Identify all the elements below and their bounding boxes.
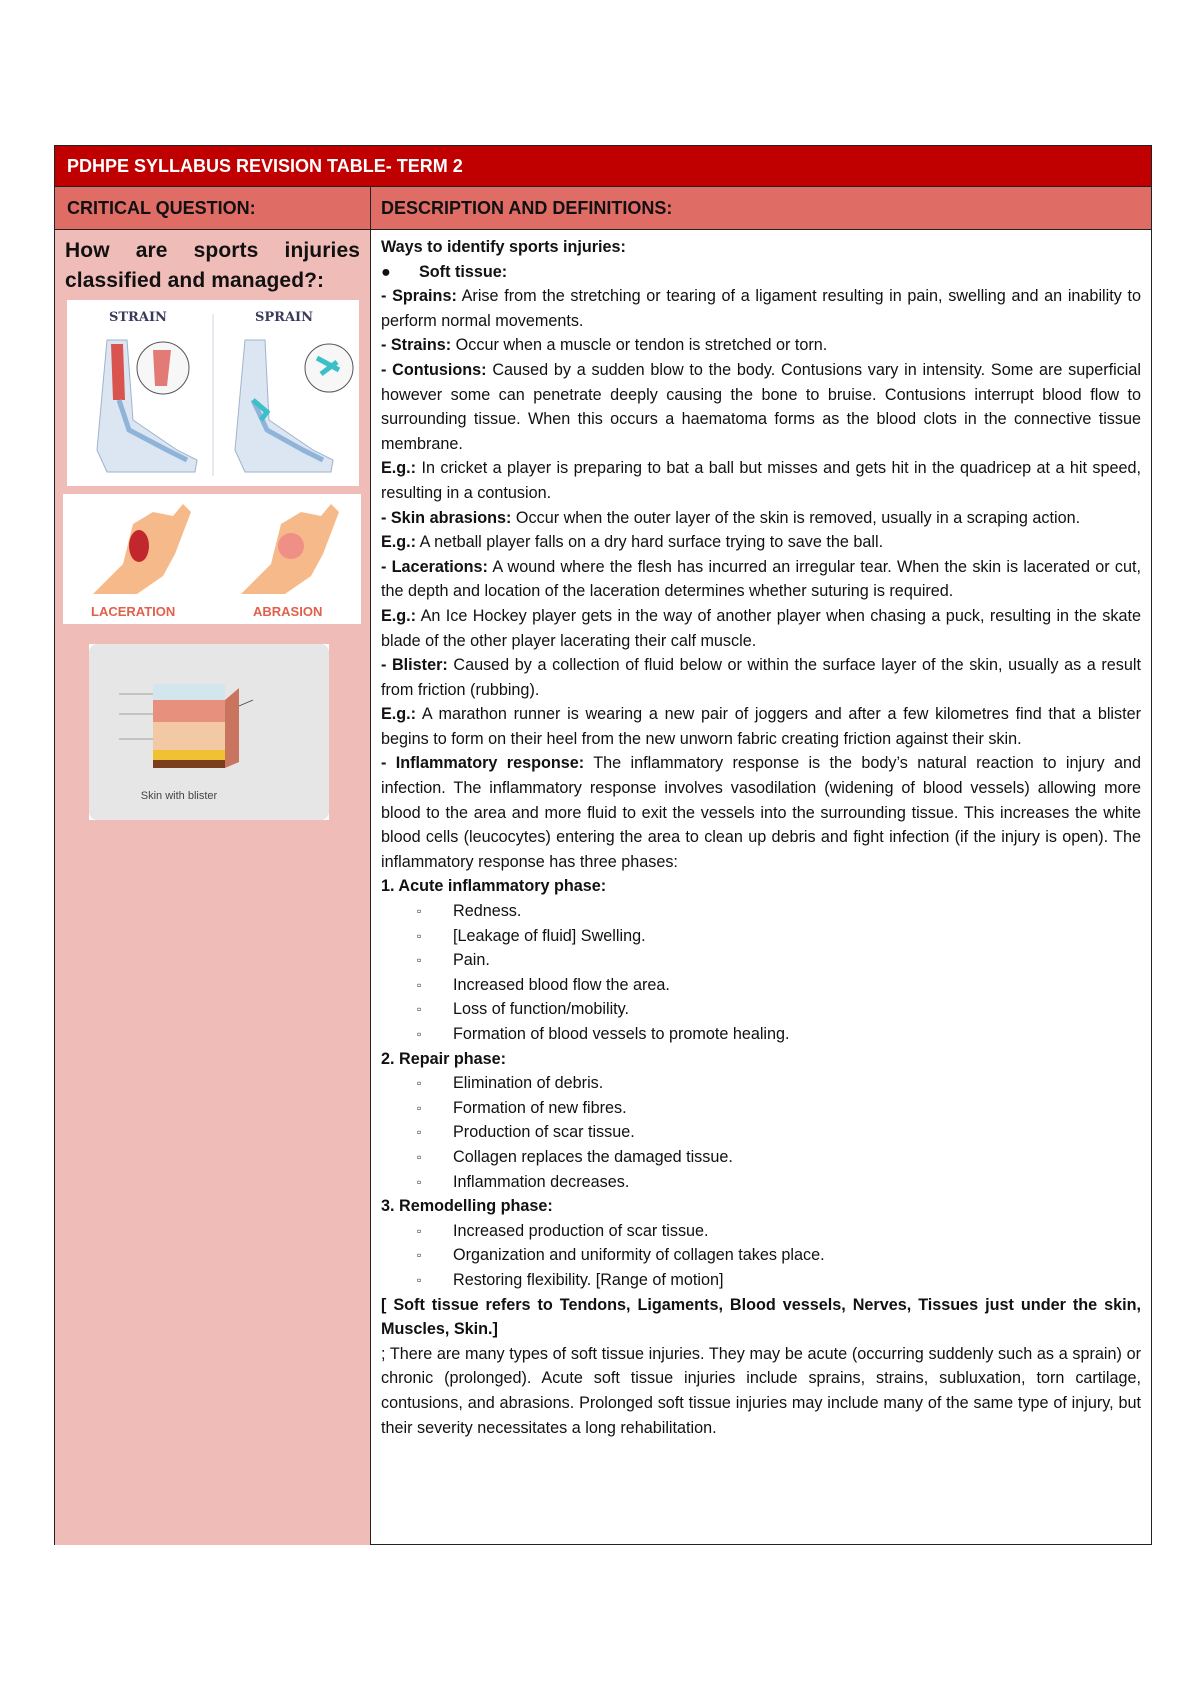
laceration-abrasion-illustration (63, 494, 361, 624)
critical-question-header: CRITICAL QUESTION: (55, 187, 371, 229)
phase2-title: 2. Repair phase: (381, 1049, 507, 1068)
list-item: ▫ Loss of function/mobility. (417, 1000, 630, 1019)
soft-tissue-bullet: ● Soft tissue: (381, 262, 508, 281)
closing-para: ; There are many types of soft tissue injuries. They may be acute (occurring suddenly such as a sprain) or chronic (prolonged). Acute soft tissue injuries include sprains, strains, subluxation, torn cartilage, contusions, and abrasions. Prolonged soft tissue injuries may include many of the same type of injury, but their severity necessitates a long rehabilitation. (381, 1344, 1141, 1437)
critical-question-text: How are sports injuries classified and managed?: (65, 239, 360, 292)
table-body-row (55, 230, 1151, 1545)
description-cell (371, 230, 1151, 1545)
blister-para: - Blister: Caused by a collection of fluid below or within the surface layer of the skin, usually as a result from friction (rubbing). (381, 656, 1141, 699)
revision-table (54, 145, 1152, 1545)
lacerations-para: - Lacerations: A wound where the flesh has incurred an irregular tear. When the skin is lacerated or cut, the depth and location of the laceration determines whether suturing is required. (381, 557, 1141, 601)
description-header: DESCRIPTION AND DEFINITIONS: (381, 198, 673, 218)
section-heading: Ways to identify sports injuries: (381, 238, 626, 256)
soft-tissue-definition: [ Soft tissue refers to Tendons, Ligaments, Blood vessels, Nerves, Tissues just under the skin, Muscles, Skin.] (381, 1295, 1141, 1339)
strains-para: - Strains: Occur when a muscle or tendon is stretched or torn. (381, 336, 828, 355)
abrasions-para: - Skin abrasions: Occur when the outer layer of the skin is removed, usually in a scraping action. (381, 508, 1081, 527)
example-netball: E.g.: A netball player falls on a dry hard surface trying to save the ball. (381, 533, 884, 552)
hands-drawing (63, 494, 361, 606)
contusions-para: - Contusions: Caused by a sudden blow to the body. Contusions vary in intensity. Some are superficial however some can penetrate deeply causing the bone to bruise. Contusions interrupt blood flow to surrounding tissue. When this occurs a haematoma forms as the blood clots in the connective tissue membrane. (381, 360, 1141, 453)
list-item: ▫ Formation of blood vessels to promote healing. (417, 1025, 790, 1043)
list-item: ▫ Elimination of debris. (417, 1074, 604, 1093)
example-hockey: E.g.: An Ice Hockey player gets in the way of another player when chasing a puck, resulting in the skate blade of the other player lacerating their calf muscle. (381, 606, 1141, 650)
laceration-label: LACERATION (91, 604, 176, 619)
list-item: ▫ Pain. (417, 951, 490, 970)
sprain-label: SPRAIN (255, 310, 314, 325)
list-item: ▫ [Leakage of fluid] Swelling. (417, 926, 646, 945)
skin-blister-diagram (89, 644, 329, 820)
feet-drawing (67, 300, 359, 486)
phase2-list (381, 1071, 1141, 1194)
example-marathon: E.g.: A marathon runner is wearing a new pair of joggers and after a few kilometres find that a blister begins to form on their heel from the new unworn fabric creating friction against their skin. (381, 705, 1141, 748)
list-item: ▫ Restoring flexibility. [Range of motion] (417, 1270, 724, 1289)
list-item: ▫ Collagen replaces the damaged tissue. (417, 1147, 733, 1166)
strain-label: STRAIN (109, 310, 167, 325)
phase1-list (381, 899, 1141, 1047)
abrasion-label: ABRASION (253, 604, 323, 619)
sprains-para: - Sprains: Arise from the stretching or tearing of a ligament resulting in pain, swelling and an inability to perform normal movements. (381, 287, 1141, 330)
list-item: ▫ Increased blood flow the area. (417, 975, 670, 994)
list-item: ▫ Formation of new fibres. (417, 1098, 627, 1117)
phase3-title: 3. Remodelling phase: (381, 1197, 553, 1216)
example-cricket: E.g.: In cricket a player is preparing to bat a ball but misses and gets hit in the quadricep at a hit speed, resulting in a contusion. (381, 459, 1141, 502)
list-item: ▫ Increased production of scar tissue. (417, 1221, 709, 1240)
phase1-title: 1. Acute inflammatory phase: (381, 877, 607, 896)
list-item: ▫ Redness. (417, 902, 522, 921)
strain-sprain-illustration (67, 300, 359, 486)
inflammatory-para: - Inflammatory response: The inflammatory response is the body’s natural reaction to injury and infection. The inflammatory response involves vasodilation (widening of blood vessels) allowing more blood to the area and more fluid to exit the vessels into the surrounding tissue. This increases the white blood cells (leucocytes) entering the area to clean up debris and fight infection (if the injury is open). The inflammatory response has three phases: (381, 754, 1141, 871)
critical-question-cell (55, 230, 371, 1545)
list-item: ▫ Organization and uniformity of collagen takes place. (417, 1246, 825, 1265)
blister-caption: Skin with blister (140, 790, 218, 802)
list-item: ▫ Production of scar tissue. (417, 1123, 635, 1142)
table-header-row (55, 187, 1151, 230)
list-item: ▫ Inflammation decreases. (417, 1172, 630, 1191)
phase3-list (381, 1219, 1141, 1293)
table-title: PDHPE SYLLABUS REVISION TABLE- TERM 2 (55, 146, 1151, 187)
